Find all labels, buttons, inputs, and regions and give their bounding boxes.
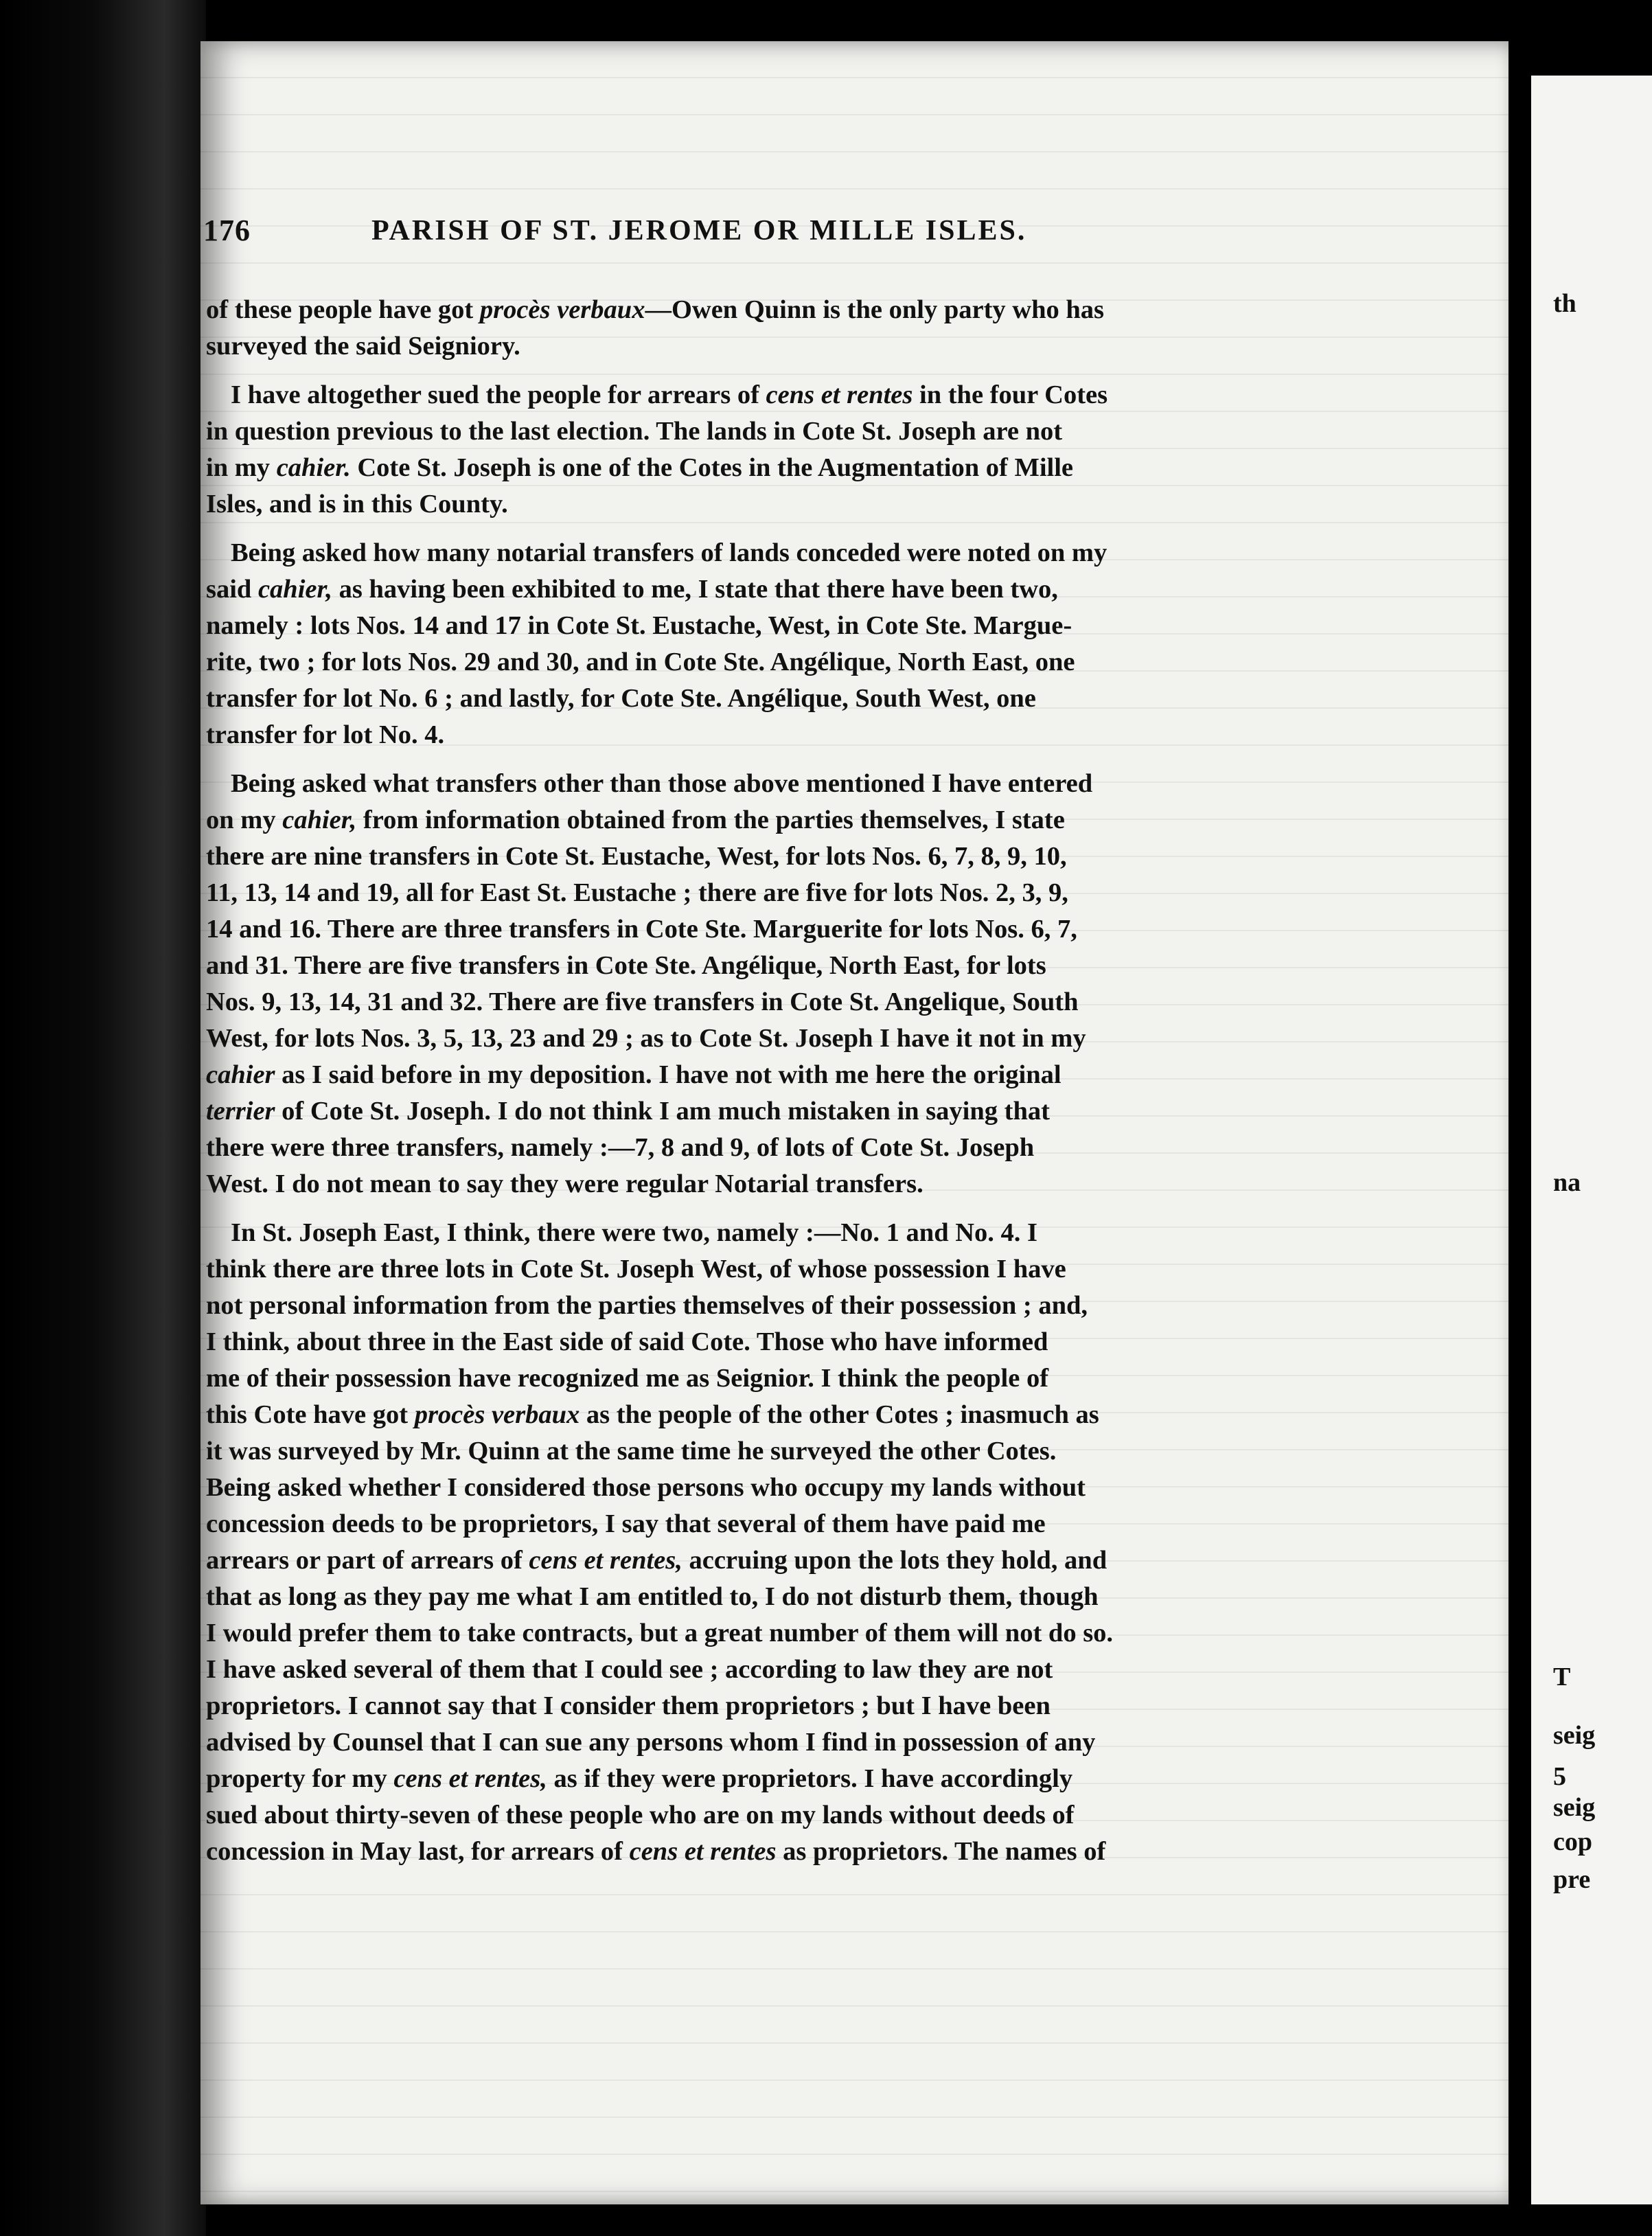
text-run: in the four Cotes: [913, 380, 1108, 409]
text-line: [206, 1093, 1428, 1130]
text-line: [206, 1360, 1428, 1397]
text-run: Being asked what transfers other than those above mentioned I have entered: [231, 769, 1093, 798]
text-line: [206, 377, 1428, 413]
text-run: in question previous to the last election. The lands in Cote St. Joseph are not: [206, 417, 1063, 446]
facing-page-fragment: seig: [1553, 1793, 1596, 1822]
text-line: [206, 328, 1428, 365]
text-line: [206, 984, 1428, 1020]
italic-run: cens et rentes,: [393, 1764, 547, 1793]
text-run: arrears or part of arrears of: [206, 1546, 529, 1575]
text-line: [206, 1288, 1428, 1324]
text-line: [206, 1324, 1428, 1360]
text-run: I have asked several of them that I could see ; according to law they are not: [206, 1655, 1053, 1684]
text-run: as the people of the other Cotes ; inasmuch as: [580, 1400, 1099, 1429]
text-line: [206, 1020, 1428, 1057]
text-run: West, for lots Nos. 3, 5, 13, 23 and 29 ; as to Cote St. Joseph I have it not in my: [206, 1024, 1086, 1053]
italic-run: cahier,: [282, 806, 357, 834]
text-run: accruing upon the lots they hold, and: [682, 1546, 1108, 1575]
text-run: Being asked whether I considered those persons who occupy my lands without: [206, 1473, 1086, 1502]
text-line: [206, 717, 1428, 753]
italic-run: procès verbaux: [414, 1400, 580, 1429]
text-run: West. I do not mean to say they were regular Notarial transfers.: [206, 1170, 923, 1198]
text-run: think there are three lots in Cote St. Joseph West, of whose possession I have: [206, 1255, 1066, 1284]
text-line: [206, 1470, 1428, 1506]
italic-run: cahier,: [257, 575, 332, 604]
facing-page-fragment: seig: [1553, 1721, 1596, 1750]
text-run: in my: [206, 453, 277, 482]
text-run: rite, two ; for lots Nos. 29 and 30, and in Cote Ste. Angélique, North East, one: [206, 648, 1075, 676]
text-line: [206, 948, 1428, 984]
text-line: [206, 911, 1428, 948]
text-run: Nos. 9, 13, 14, 31 and 32. There are five transfers in Cote St. Angelique, South: [206, 988, 1079, 1016]
text-line: [206, 1724, 1428, 1761]
text-run: sued about thirty-seven of these people who are on my lands without deeds of: [206, 1801, 1075, 1829]
text-line: [206, 1506, 1428, 1542]
text-run: as I said before in my deposition. I have not with me here the original: [275, 1060, 1062, 1089]
text-run: on my: [206, 806, 283, 834]
facing-page-edge: [1531, 76, 1652, 2204]
text-run: I have altogether sued the people for arrears of: [231, 380, 766, 409]
text-run: that as long as they pay me what I am entitled to, I do not disturb them, though: [206, 1582, 1099, 1611]
italic-run: cens et rentes: [629, 1837, 777, 1866]
text-line: [206, 802, 1428, 838]
text-line: [206, 1130, 1428, 1166]
text-run: Isles, and is in this County.: [206, 490, 508, 518]
facing-page-fragment: T: [1553, 1663, 1571, 1691]
body-text: [206, 292, 1428, 1882]
facing-page-fragment: pre: [1553, 1865, 1591, 1894]
italic-run: terrier: [206, 1097, 275, 1126]
text-line: [206, 608, 1428, 644]
text-run: as if they were proprietors. I have accordingly: [547, 1764, 1073, 1793]
text-run: it was surveyed by Mr. Quinn at the same time he surveyed the other Cotes.: [206, 1437, 1057, 1465]
book-spine-shadow: [0, 0, 206, 2236]
text-run: me of their possession have recognized me as Seignior. I think the people of: [206, 1364, 1049, 1393]
text-run: transfer for lot No. 6 ; and lastly, for Cote Ste. Angélique, South West, one: [206, 684, 1036, 713]
facing-page-fragment: th: [1553, 289, 1576, 318]
text-run: advised by Counsel that I can sue any persons whom I find in possession of any: [206, 1728, 1096, 1757]
italic-run: cahier.: [276, 453, 351, 482]
text-line: [206, 681, 1428, 717]
facing-page-fragment: na: [1553, 1168, 1581, 1197]
paragraph: [206, 535, 1428, 753]
italic-run: procès verbaux: [479, 295, 645, 324]
italic-run: cens et rentes: [766, 380, 913, 409]
text-run: there are nine transfers in Cote St. Eustache, West, for lots Nos. 6, 7, 8, 9, 10,: [206, 842, 1067, 871]
text-run: property for my: [206, 1764, 394, 1793]
text-line: [206, 292, 1428, 328]
text-line: [206, 486, 1428, 523]
text-run: concession in May last, for arrears of: [206, 1837, 630, 1866]
facing-page-fragment: 5: [1553, 1762, 1566, 1791]
text-run: as proprietors. The names of: [776, 1837, 1106, 1866]
text-line: [206, 1166, 1428, 1202]
text-run: said: [206, 575, 258, 604]
text-line: [206, 1251, 1428, 1288]
text-run: 11, 13, 14 and 19, all for East St. Eustache ; there are five for lots Nos. 2, 3, 9,: [206, 878, 1068, 907]
text-run: from information obtained from the parties themselves, I state: [356, 806, 1065, 834]
text-run: as having been exhibited to me, I state that there have been two,: [332, 575, 1058, 604]
text-run: namely : lots Nos. 14 and 17 in Cote St. Eustache, West, in Cote Ste. Margue-: [206, 611, 1072, 640]
text-line: [206, 875, 1428, 911]
text-line: [206, 838, 1428, 875]
text-line: [206, 1057, 1428, 1093]
text-line: [206, 1688, 1428, 1724]
text-run: of these people have got: [206, 295, 480, 324]
text-line: [206, 1797, 1428, 1834]
paragraph: [206, 292, 1428, 365]
text-run: there were three transfers, namely :—7, 8 and 9, of lots of Cote St. Joseph: [206, 1133, 1035, 1162]
text-run: Being asked how many notarial transfers of lands conceded were noted on my: [231, 538, 1108, 567]
text-line: [206, 1615, 1428, 1652]
text-line: [206, 644, 1428, 681]
page-header: [203, 213, 1261, 261]
text-line: [206, 1215, 1428, 1251]
text-run: concession deeds to be proprietors, I say that several of them have paid me: [206, 1509, 1046, 1538]
text-line: [206, 1652, 1428, 1688]
facing-page-fragment: cop: [1553, 1827, 1592, 1856]
paragraph: [206, 766, 1428, 1202]
text-line: [206, 1542, 1428, 1579]
text-run: of Cote St. Joseph. I do not think I am much mistaken in saying that: [275, 1097, 1050, 1126]
text-line: [206, 1579, 1428, 1615]
text-line: [206, 535, 1428, 571]
page-number: 176: [203, 214, 251, 247]
text-run: this Cote have got: [206, 1400, 415, 1429]
text-run: 14 and 16. There are three transfers in Cote Ste. Marguerite for lots Nos. 6, 7,: [206, 915, 1077, 944]
running-head: PARISH OF ST. JEROME OR MILLE ISLES.: [371, 215, 1027, 247]
text-run: —Owen Quinn is the only party who has: [645, 295, 1104, 324]
italic-run: cens et rentes,: [529, 1546, 682, 1575]
text-line: [206, 766, 1428, 802]
paragraph: [206, 377, 1428, 523]
text-line: [206, 1834, 1428, 1870]
text-run: surveyed the said Seigniory.: [206, 332, 520, 361]
text-run: proprietors. I cannot say that I consider them proprietors ; but I have been: [206, 1691, 1051, 1720]
text-run: and 31. There are five transfers in Cote Ste. Angélique, North East, for lots: [206, 951, 1046, 980]
text-run: not personal information from the parties themselves of their possession ; and,: [206, 1291, 1088, 1320]
text-run: Cote St. Joseph is one of the Cotes in the Augmentation of Mille: [350, 453, 1074, 482]
text-run: I think, about three in the East side of said Cote. Those who have informed: [206, 1327, 1048, 1356]
italic-run: cahier: [206, 1060, 275, 1089]
text-run: In St. Joseph East, I think, there were two, namely :—No. 1 and No. 4. I: [231, 1218, 1038, 1247]
paragraph: [206, 1215, 1428, 1870]
text-line: [206, 1761, 1428, 1797]
text-run: transfer for lot No. 4.: [206, 720, 445, 749]
text-line: [206, 413, 1428, 450]
text-line: [206, 571, 1428, 608]
text-run: I would prefer them to take contracts, but a great number of them will not do so.: [206, 1619, 1114, 1647]
text-line: [206, 1433, 1428, 1470]
text-line: [206, 450, 1428, 486]
text-line: [206, 1397, 1428, 1433]
